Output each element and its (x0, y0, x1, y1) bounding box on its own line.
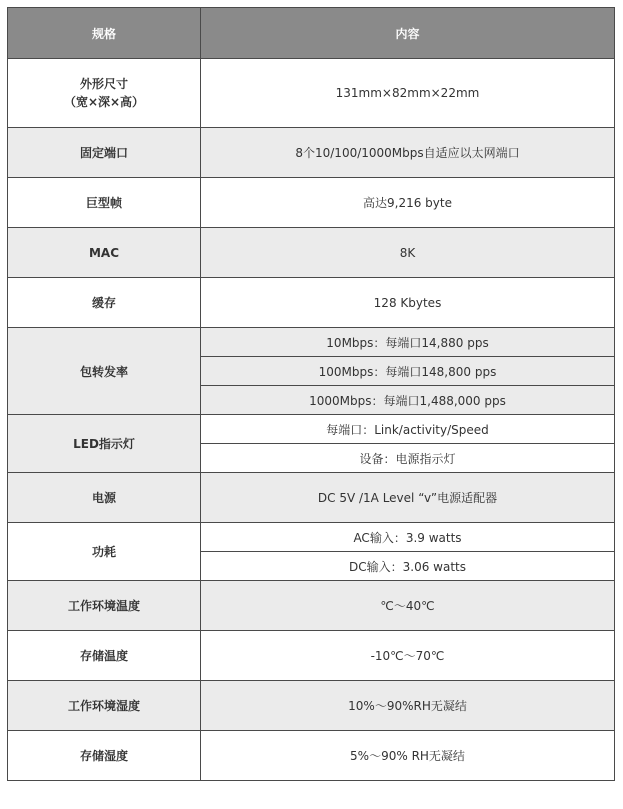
row-power (8, 473, 615, 523)
row-consumption-1 (8, 523, 615, 552)
value-forwarding-10m: 10Mbps：每端口14,880 pps (201, 328, 615, 357)
value-power: DC 5V /1A Level “v”电源适配器 (201, 473, 615, 523)
value-buffer: 128 Kbytes (201, 278, 615, 328)
value-storage-humidity: 5%～90% RH无凝结 (201, 731, 615, 781)
row-storage-temp (8, 631, 615, 681)
table-header-row (8, 8, 615, 59)
value-size: 131mm×82mm×22mm (201, 59, 615, 128)
value-forwarding-1000m: 1000Mbps：每端口1,488,000 pps (201, 386, 615, 415)
value-led-port: 每端口：Link/activity/Speed (201, 415, 615, 444)
row-ports (8, 128, 615, 178)
row-op-temp (8, 581, 615, 631)
header-spec: 规格 (8, 8, 201, 59)
label-forwarding: 包转发率 (8, 328, 201, 415)
label-mac: MAC (8, 228, 201, 278)
label-storage-humidity: 存储湿度 (8, 731, 201, 781)
value-jumbo: 高达9,216 byte (201, 178, 615, 228)
label-op-temp: 工作环境温度 (8, 581, 201, 631)
value-forwarding-100m: 100Mbps：每端口148,800 pps (201, 357, 615, 386)
value-consumption-dc: DC输入：3.06 watts (201, 552, 615, 581)
value-ports: 8个10/100/1000Mbps自适应以太网端口 (201, 128, 615, 178)
value-mac: 8K (201, 228, 615, 278)
row-jumbo (8, 178, 615, 228)
value-storage-temp: -10℃～70℃ (201, 631, 615, 681)
label-ports: 固定端口 (8, 128, 201, 178)
label-power: 电源 (8, 473, 201, 523)
label-led: LED指示灯 (8, 415, 201, 473)
row-mac (8, 228, 615, 278)
label-buffer: 缓存 (8, 278, 201, 328)
row-op-humidity (8, 681, 615, 731)
value-led-device: 设备：电源指示灯 (201, 444, 615, 473)
label-size-line1: 外形尺寸 (79, 77, 128, 91)
label-storage-temp: 存储温度 (8, 631, 201, 681)
label-size-line2: （宽×深×高） (63, 95, 145, 109)
row-led-1 (8, 415, 615, 444)
spec-table (7, 7, 615, 781)
row-storage-humidity (8, 731, 615, 781)
value-consumption-ac: AC输入：3.9 watts (201, 523, 615, 552)
value-op-temp: ℃～40℃ (201, 581, 615, 631)
label-jumbo: 巨型帧 (8, 178, 201, 228)
label-consumption: 功耗 (8, 523, 201, 581)
row-size (8, 59, 615, 128)
value-op-humidity: 10%～90%RH无凝结 (201, 681, 615, 731)
row-forwarding-1 (8, 328, 615, 357)
label-size (8, 59, 201, 128)
row-buffer (8, 278, 615, 328)
header-content: 内容 (201, 8, 615, 59)
label-op-humidity: 工作环境湿度 (8, 681, 201, 731)
